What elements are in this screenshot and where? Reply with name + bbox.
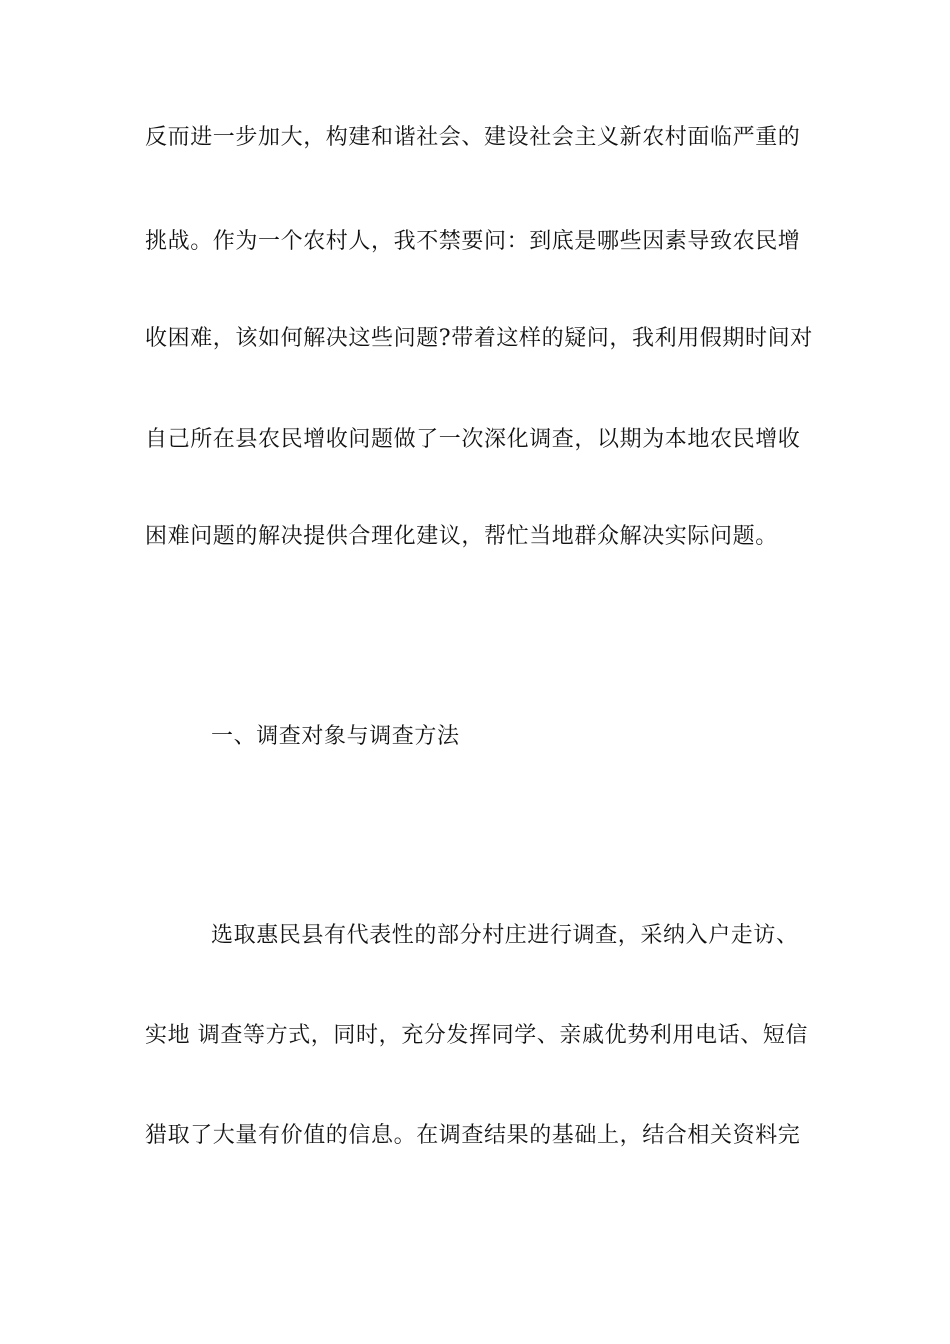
paragraph-line: 选取惠民县有代表性的部分村庄进行调查，采纳入户走访、 [211,923,799,948]
paragraph-line: 实地 调查等方式，同时，充分发挥同学、亲戚优势利用电话、短信 [145,1023,808,1048]
paragraph-line: 困难问题的解决提供合理化建议，帮忙当地群众解决实际问题。 [145,524,778,549]
paragraph-line: 收困难，该如何解决这些问题?带着这样的疑问，我利用假期时间对 [145,326,813,351]
section-heading: 一、调查对象与调查方法 [211,724,460,749]
paragraph-line: 猎取了大量有价值的信息。在调查结果的基础上，结合相关资料完 [145,1123,801,1148]
paragraph-line: 自己所在县农民增收问题做了一次深化调查，以期为本地农民增收 [145,427,801,452]
paragraph-line: 反而进一步加大，构建和谐社会、建设社会主义新农村面临严重的 [145,125,801,150]
paragraph-line: 挑战。作为一个农村人，我不禁要问：到底是哪些因素导致农民增 [145,229,801,254]
